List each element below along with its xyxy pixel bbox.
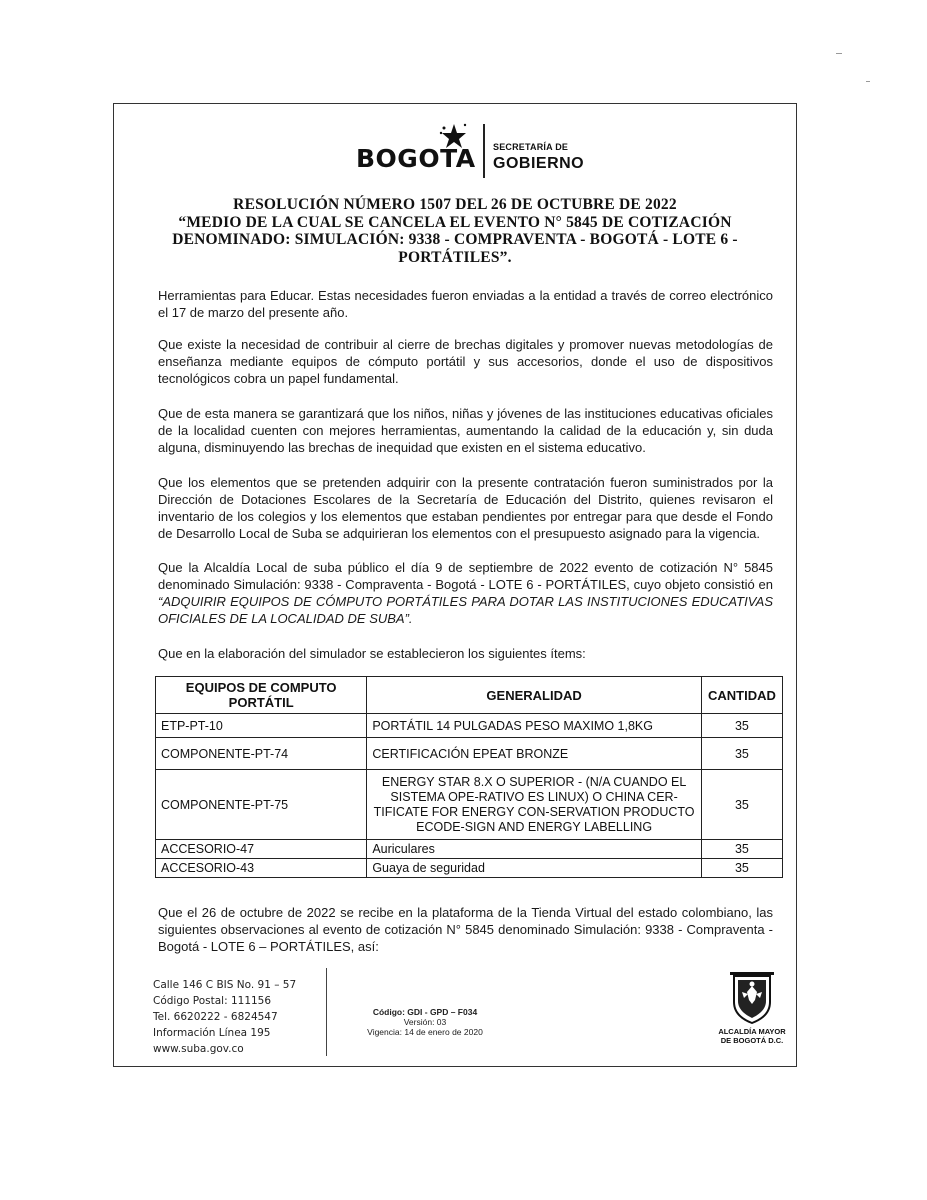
- table-row: [156, 770, 783, 840]
- paragraph-7: Que el 26 de octubre de 2022 se recibe en la plataforma de la Tienda Virtual del estado colombiano, las siguientes observaciones al evento de cotización N° 5845 denominado Simulación: 9338 - Compraventa - Bogotá - LOTE 6 – PORTÁTILES, así:: [158, 905, 773, 954]
- items-table: [155, 676, 783, 878]
- paragraph-5: [158, 559, 773, 627]
- paragraph-4: Que los elementos que se pretenden adquirir con la presente contratación fueron suministrados por la Dirección de Dotaciones Escolares de la Secretaría de Educación del Distrito, quienes revisaron el inventario de los colegios y los elementos que estaban pendientes por entregar para que desde el Fondo de Desarrollo Local de Suba se adquirieran los elementos con el presupuesto asignado para la vigencia.: [158, 475, 773, 541]
- footer-street: Calle 146 C BIS No. 91 – 57: [153, 979, 297, 991]
- footer-postal: Código Postal: 111156: [153, 995, 272, 1007]
- table-cell-qty: 35: [701, 859, 782, 878]
- table-header: CANTIDAD: [701, 677, 782, 714]
- crest-label-line: ALCALDÍA MAYOR: [718, 1027, 786, 1036]
- logo-divider: [483, 124, 485, 178]
- footer-info-line: Información Línea 195: [153, 1027, 271, 1039]
- table-cell-code: ACCESORIO-43: [156, 859, 367, 878]
- table-cell-desc: PORTÁTIL 14 PULGADAS PESO MAXIMO 1,8KG: [367, 714, 702, 738]
- crest-label: [712, 1027, 792, 1045]
- title-line: PORTÁTILES”.: [398, 248, 512, 266]
- table-cell-code: ETP-PT-10: [156, 714, 367, 738]
- document-code: Código: GDI - GPD – F034: [372, 1007, 478, 1017]
- title-line: “MEDIO DE LA CUAL SE CANCELA EL EVENTO N° 5845 DE COTIZACIÓN: [178, 213, 732, 231]
- star-icon: [438, 122, 468, 152]
- document-version: Versión: 03: [403, 1017, 447, 1027]
- table-row: [156, 840, 783, 859]
- table-row: [156, 859, 783, 878]
- resolution-title: [150, 196, 760, 266]
- table-header-row: [156, 677, 783, 714]
- scan-mark: [866, 81, 870, 82]
- table-cell-desc: CERTIFICACIÓN EPEAT BRONZE: [367, 738, 702, 770]
- header-logo: [356, 122, 616, 182]
- crest-label-line: DE BOGOTÁ D.C.: [720, 1036, 784, 1045]
- paragraph-5-text: Que la Alcaldía Local de suba público el día 9 de septiembre de 2022 evento de cotización N° 5845 denominado Simulación: 9338 - Compraventa - Bogotá - LOTE 6 - PORTÁTILES, cuyo objeto consistió en: [158, 560, 773, 592]
- table-header: GENERALIDAD: [367, 677, 702, 714]
- bogota-crest-icon: [728, 972, 776, 1024]
- secretariat-name: GOBIERNO: [493, 155, 585, 172]
- footer-document-code: [345, 1007, 505, 1037]
- paragraph-6: Que en la elaboración del simulador se establecieron los siguientes ítems:: [158, 646, 586, 661]
- table-header: EQUIPOS DE COMPUTO PORTÁTIL: [156, 677, 367, 714]
- table-cell-code: COMPONENTE-PT-75: [156, 770, 367, 840]
- table-cell-code: ACCESORIO-47: [156, 840, 367, 859]
- table-row: [156, 714, 783, 738]
- paragraph-2: Que existe la necesidad de contribuir al cierre de brechas digitales y promover nuevas metodologías de enseñanza mediante equipos de cómputo portátil y sus accesorios, donde el uso de dispositivos tecnológicos cobra un papel fundamental.: [158, 337, 773, 386]
- document-validity: Vigencia: 14 de enero de 2020: [367, 1027, 483, 1037]
- table-cell-desc: ENERGY STAR 8.X O SUPERIOR - (N/A CUANDO EL SISTEMA OPE-RATIVO ES LINUX) O CHINA CER-TIFICATE FOR ENERGY CON-SERVATION PRODUCTO ECODE-SIGN AND ENERGY LABELLING: [367, 770, 702, 840]
- footer-divider: [326, 968, 327, 1056]
- logo-bogota-word: BOGOTA: [356, 144, 476, 173]
- paragraph-3: Que de esta manera se garantizará que los niños, niñas y jóvenes de las instituciones educativas oficiales de la localidad cuenten con mejores herramientas, aumentando la calidad de la educación y, sin duda alguna, disminuyendo las brechas de inequidad que existen en el sistema educativo.: [158, 406, 773, 455]
- table-cell-desc: Auriculares: [367, 840, 702, 859]
- page-frame-bottom: [113, 1066, 797, 1067]
- table-cell-qty: 35: [701, 738, 782, 770]
- title-line: RESOLUCIÓN NÚMERO 1507 DEL 26 DE OCTUBRE DE 2022: [233, 196, 677, 213]
- table-cell-qty: 35: [701, 840, 782, 859]
- title-line: DENOMINADO: SIMULACIÓN: 9338 - COMPRAVENTA - BOGOTÁ - LOTE 6 -: [172, 231, 738, 248]
- paragraph-1: Herramientas para Educar. Estas necesidades fueron enviadas a la entidad a través de correo electrónico el 17 de marzo del presente año.: [158, 288, 773, 320]
- table-cell-desc: Guaya de seguridad: [367, 859, 702, 878]
- footer-address: [153, 977, 296, 1057]
- table-cell-code: COMPONENTE-PT-74: [156, 738, 367, 770]
- table-cell-qty: 35: [701, 770, 782, 840]
- scan-mark: [836, 53, 842, 54]
- secretariat-prefix: SECRETARÍA DE: [493, 142, 569, 152]
- paragraph-5-object: “ADQUIRIR EQUIPOS DE CÓMPUTO PORTÁTILES PARA DOTAR LAS INSTITUCIONES EDUCATIVAS OFICIALES DE LA LOCALIDAD DE SUBA”.: [158, 594, 773, 626]
- footer-phone: Tel. 6620222 - 6824547: [153, 1011, 278, 1023]
- footer-website: www.suba.gov.co: [153, 1043, 244, 1055]
- table-cell-qty: 35: [701, 714, 782, 738]
- table-row: [156, 738, 783, 770]
